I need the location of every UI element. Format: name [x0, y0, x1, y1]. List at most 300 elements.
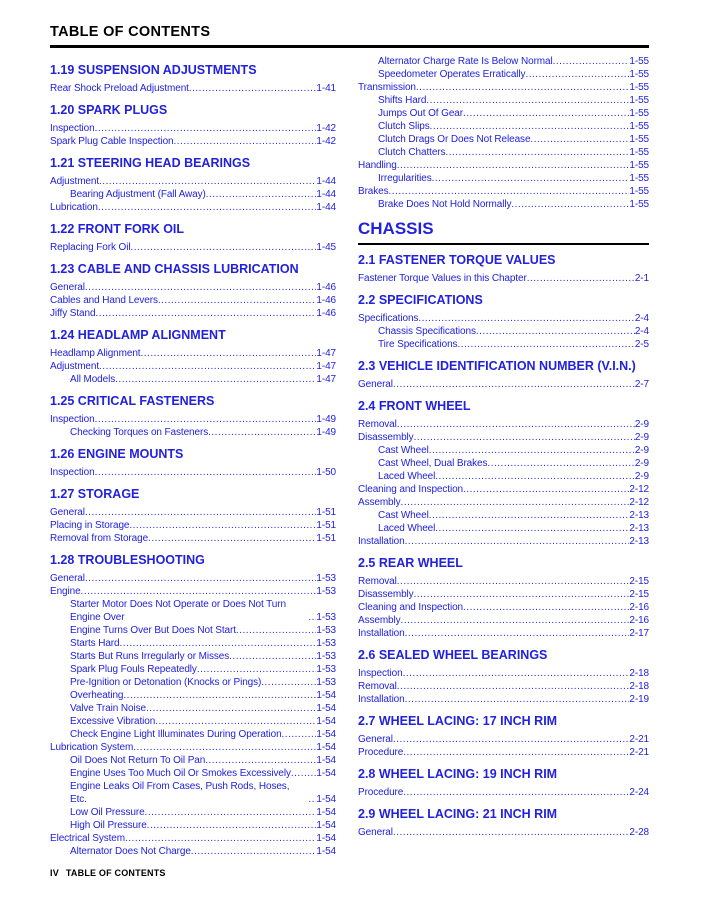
toc-entry-page: 1-53: [316, 638, 336, 649]
toc-entry[interactable]: [358, 826, 649, 839]
dot-leader: [429, 509, 630, 522]
toc-entry[interactable]: [50, 241, 336, 254]
toc-entry-label: Starter Motor Does Not Operate or Does Not Turn Engine Over: [70, 599, 286, 623]
dot-leader: [403, 786, 629, 799]
toc-entry-label: Laced Wheel: [378, 523, 436, 534]
toc-entry-page: 1-54: [316, 755, 336, 766]
section-heading: 2.8 WHEEL LACING: 19 INCH RIM: [358, 767, 558, 781]
toc-entry-page: 1-55: [629, 134, 649, 145]
toc-entry-label: Brake Does Not Hold Normally: [378, 199, 512, 210]
toc-entry[interactable]: [358, 159, 649, 172]
toc-entry-label: Starts But Runs Irregularly or Misses: [70, 651, 230, 662]
toc-entry[interactable]: [50, 819, 336, 832]
toc-entry-page: 2-21: [629, 747, 649, 758]
toc-entry-label: Irregularities: [378, 173, 432, 184]
toc-entry-label: Specifications: [358, 313, 419, 324]
toc-entry-page: 1-55: [629, 147, 649, 158]
section-heading: 2.9 WHEEL LACING: 21 INCH RIM: [358, 807, 558, 821]
dot-leader: [206, 188, 317, 201]
toc-entry[interactable]: [358, 312, 649, 325]
chapter-rule: [358, 243, 649, 245]
section-heading: 2.5 REAR WHEEL: [358, 556, 463, 570]
section-heading: 2.7 WHEEL LACING: 17 INCH RIM: [358, 714, 558, 728]
dot-leader: [119, 637, 316, 650]
toc-entry[interactable]: [50, 413, 336, 426]
toc-entry-label: Jumps Out Of Gear: [378, 108, 463, 119]
toc-entry-page: 1-54: [316, 703, 336, 714]
footer-title: TABLE OF CONTENTS: [65, 868, 166, 878]
toc-entry[interactable]: [358, 133, 649, 146]
toc-entry[interactable]: [50, 715, 336, 728]
dot-leader: [85, 572, 316, 585]
toc-entry-label: Assembly: [358, 615, 401, 626]
toc-entry[interactable]: [50, 689, 336, 702]
dot-leader: [418, 312, 635, 325]
toc-entry-page: 2-13: [629, 523, 649, 534]
dot-leader: [463, 107, 629, 120]
toc-entry-page: 1-44: [316, 189, 336, 200]
toc-entry-page: 1-55: [629, 69, 649, 80]
toc-entry-page: 2-4: [634, 313, 649, 324]
dot-leader: [403, 746, 629, 759]
toc-entry[interactable]: [50, 201, 336, 214]
toc-entry[interactable]: [50, 806, 336, 819]
toc-entry[interactable]: [358, 693, 649, 706]
toc-entry-label: Alternator Does Not Charge: [70, 846, 191, 857]
dot-leader: [445, 146, 629, 159]
toc-entry-page: 2-5: [634, 339, 649, 350]
toc-entry[interactable]: [50, 598, 336, 624]
toc-entry-label: General: [358, 827, 393, 838]
toc-entry-page: 1-53: [316, 625, 336, 636]
dot-leader: [416, 81, 629, 94]
toc-entry[interactable]: [50, 82, 336, 95]
toc-entry-page: 1-47: [316, 374, 336, 385]
toc-entry-label: Procedure: [358, 787, 404, 798]
toc-entry-label: Engine Leaks Oil From Cases, Push Rods, Hoses, Etc.: [70, 781, 290, 805]
toc-entry-label: Transmission: [358, 82, 416, 93]
toc-entry-label: Inspection: [50, 414, 95, 425]
dot-leader: [393, 733, 629, 746]
dot-leader: [457, 338, 634, 351]
dot-leader: [95, 307, 316, 320]
dot-leader: [125, 832, 316, 845]
toc-entry-label: Excessive Vibration: [70, 716, 156, 727]
toc-entry-label: All Models: [70, 374, 116, 385]
dot-leader: [308, 611, 316, 624]
toc-entry-label: Low Oil Pressure: [70, 807, 145, 818]
dot-leader: [405, 627, 630, 640]
toc-entry-page: 1-42: [316, 136, 336, 147]
toc-entry[interactable]: [50, 767, 336, 780]
toc-entry[interactable]: [50, 360, 336, 373]
toc-entry-label: Cables and Hand Levers: [50, 295, 158, 306]
toc-entry-page: 2-12: [629, 484, 649, 495]
toc-entry[interactable]: [50, 281, 336, 294]
dot-leader: [85, 506, 316, 519]
toc-entry-label: Rear Shock Preload Adjustment: [50, 83, 189, 94]
toc-entry-page: 2-13: [629, 510, 649, 521]
dot-leader: [85, 281, 316, 294]
toc-entry[interactable]: [358, 470, 649, 483]
toc-entry-page: 1-53: [316, 664, 336, 675]
toc-entry-page: 1-54: [316, 807, 336, 818]
toc-entry[interactable]: [358, 680, 649, 693]
toc-column-left: [50, 55, 336, 858]
toc-entry-label: Pre-Ignition or Detonation (Knocks or Pings): [70, 677, 262, 688]
toc-entry[interactable]: [358, 496, 649, 509]
dot-leader: [435, 522, 629, 535]
toc-entry-page: 1-55: [629, 82, 649, 93]
dot-leader: [174, 135, 317, 148]
toc-entry[interactable]: [358, 325, 649, 338]
section-heading: 2.2 SPECIFICATIONS: [358, 293, 483, 307]
toc-entry-page: 2-15: [629, 576, 649, 587]
toc-entry[interactable]: [358, 746, 649, 759]
toc-entry[interactable]: [358, 120, 649, 133]
dot-leader: [414, 588, 630, 601]
toc-entry[interactable]: [50, 122, 336, 135]
toc-entry-page: 1-55: [629, 95, 649, 106]
toc-entry-label: Spark Plug Cable Inspection: [50, 136, 174, 147]
toc-entry-page: 1-53: [316, 573, 336, 584]
dot-leader: [95, 466, 317, 479]
dot-leader: [511, 198, 629, 211]
dot-leader: [397, 680, 630, 693]
dot-leader: [405, 535, 630, 548]
toc-entry[interactable]: [50, 728, 336, 741]
toc-entry-label: Chassis Specifications: [378, 326, 476, 337]
toc-entry-page: 1-55: [629, 173, 649, 184]
toc-entry-page: 1-45: [316, 242, 336, 253]
toc-entry-label: Lubrication System: [50, 742, 134, 753]
toc-entry[interactable]: [358, 418, 649, 431]
dot-leader: [397, 418, 635, 431]
toc-entry-label: General: [358, 734, 393, 745]
dot-leader: [147, 819, 317, 832]
toc-entry-label: General: [358, 379, 393, 390]
toc-entry[interactable]: [50, 741, 336, 754]
dot-leader: [208, 426, 316, 439]
chapter-heading: CHASSIS: [358, 219, 434, 238]
toc-entry-page: 2-12: [629, 497, 649, 508]
page-title: TABLE OF CONTENTS: [50, 24, 649, 48]
dot-leader: [197, 663, 317, 676]
toc-entry-label: Fastener Torque Values in this Chapter: [358, 273, 527, 284]
toc-entry-page: 1-55: [629, 56, 649, 67]
dot-leader: [130, 241, 316, 254]
toc-entry-label: Tire Specifications: [378, 339, 458, 350]
toc-entry-label: Removal from Storage: [50, 533, 149, 544]
dot-leader: [525, 68, 629, 81]
toc-entry[interactable]: [50, 624, 336, 637]
toc-entry-page: 1-55: [629, 108, 649, 119]
toc-entry[interactable]: [50, 347, 336, 360]
dot-leader: [403, 667, 630, 680]
toc-entry-page: 2-24: [629, 787, 649, 798]
toc-entry[interactable]: [50, 307, 336, 320]
toc-entry[interactable]: [50, 663, 336, 676]
toc-entry-page: 2-18: [629, 668, 649, 679]
toc-entry-page: 1-50: [316, 467, 336, 478]
toc-entry[interactable]: [358, 185, 649, 198]
dot-leader: [393, 826, 629, 839]
toc-entry-page: 2-21: [629, 734, 649, 745]
dot-leader: [99, 175, 316, 188]
toc-entry-label: Procedure: [358, 747, 404, 758]
toc-entry[interactable]: [50, 845, 336, 858]
dot-leader: [393, 378, 635, 391]
toc-entry-label: Brakes: [358, 186, 389, 197]
toc-entry-label: Clutch Drags Or Does Not Release: [378, 134, 531, 145]
toc-entry-page: 1-54: [316, 729, 336, 740]
toc-entry-label: Starts Hard: [70, 638, 120, 649]
toc-entry-label: Clutch Chatters: [378, 147, 446, 158]
dot-leader: [291, 767, 317, 780]
section-heading: 1.21 STEERING HEAD BEARINGS: [50, 156, 251, 170]
dot-leader: [432, 172, 630, 185]
toc-entry-label: Inspection: [50, 467, 95, 478]
toc-entry[interactable]: [50, 373, 336, 386]
toc-entry[interactable]: [50, 466, 336, 479]
toc-entry[interactable]: [50, 519, 336, 532]
toc-entry[interactable]: [50, 135, 336, 148]
toc-entry-label: Bearing Adjustment (Fall Away): [70, 189, 206, 200]
toc-entry[interactable]: [50, 188, 336, 201]
toc-entry-label: Cleaning and Inspection: [358, 602, 464, 613]
dot-leader: [435, 470, 635, 483]
dot-leader: [158, 294, 317, 307]
toc-entry-page: 1-44: [316, 176, 336, 187]
toc-entry-page: 1-46: [316, 295, 336, 306]
toc-entry-page: 1-55: [629, 121, 649, 132]
toc-entry-page: 1-47: [316, 361, 336, 372]
toc-entry[interactable]: [358, 627, 649, 640]
dot-leader: [98, 201, 317, 214]
toc-entry[interactable]: [50, 572, 336, 585]
toc-entry-label: Handling: [358, 160, 397, 171]
toc-entry[interactable]: [50, 532, 336, 545]
dot-leader: [191, 845, 317, 858]
toc-entry[interactable]: [50, 506, 336, 519]
section-heading: 1.23 CABLE AND CHASSIS LUBRICATION: [50, 262, 299, 276]
toc-entry-label: Alternator Charge Rate Is Below Normal: [378, 56, 553, 67]
toc-entry-label: Placing in Storage: [50, 520, 130, 531]
toc-entry-label: Engine Uses Too Much Oil Or Smokes Excessively: [70, 768, 291, 779]
toc-entry[interactable]: [50, 294, 336, 307]
section-heading: 2.1 FASTENER TORQUE VALUES: [358, 253, 556, 267]
toc-entry-label: Removal: [358, 576, 397, 587]
toc-entry-page: 1-54: [316, 716, 336, 727]
section-heading: 1.25 CRITICAL FASTENERS: [50, 394, 215, 408]
dot-leader: [95, 413, 317, 426]
toc-entry[interactable]: [358, 535, 649, 548]
toc-entry[interactable]: [50, 650, 336, 663]
dot-leader: [148, 532, 316, 545]
dot-leader: [430, 120, 630, 133]
dot-leader: [155, 715, 316, 728]
toc-entry[interactable]: [50, 426, 336, 439]
toc-entry[interactable]: [358, 198, 649, 211]
toc-entry-page: 1-55: [629, 199, 649, 210]
toc-entry-label: Laced Wheel: [378, 471, 436, 482]
dot-leader: [205, 754, 316, 767]
dot-leader: [189, 82, 317, 95]
toc-entry[interactable]: [358, 601, 649, 614]
dot-leader: [527, 272, 635, 285]
toc-entry-page: 1-54: [316, 833, 336, 844]
toc-entry-label: Clutch Slips: [378, 121, 430, 132]
toc-entry-page: 1-47: [316, 348, 336, 359]
toc-entry-label: Engine Turns Over But Does Not Start: [70, 625, 236, 636]
toc-entry-page: 1-49: [316, 414, 336, 425]
toc-entry[interactable]: [50, 832, 336, 845]
toc-entry[interactable]: [358, 483, 649, 496]
toc-entry-label: Checking Torques on Fasteners: [70, 427, 209, 438]
toc-entry[interactable]: [358, 522, 649, 535]
toc-entry[interactable]: [50, 676, 336, 689]
toc-entry[interactable]: [50, 637, 336, 650]
toc-entry-label: Adjustment: [50, 361, 100, 372]
dot-leader: [553, 55, 630, 68]
toc-entry[interactable]: [358, 575, 649, 588]
dot-leader: [463, 483, 629, 496]
toc-entry-page: 2-4: [634, 326, 649, 337]
dot-leader: [81, 585, 317, 598]
toc-entry-label: Check Engine Light Illuminates During Operation: [70, 729, 282, 740]
toc-entry-page: 2-9: [634, 458, 649, 469]
toc-entry[interactable]: [358, 146, 649, 159]
toc-entry-page: 2-9: [634, 419, 649, 430]
toc-entry-page: 1-51: [316, 533, 336, 544]
dot-leader: [115, 373, 316, 386]
toc-entry-page: 1-44: [316, 202, 336, 213]
dot-leader: [95, 122, 317, 135]
section-heading: 2.6 SEALED WHEEL BEARINGS: [358, 648, 548, 662]
toc-entry[interactable]: [358, 172, 649, 185]
toc-entry[interactable]: [358, 509, 649, 522]
toc-entry-page: 1-51: [316, 520, 336, 531]
toc-entry[interactable]: [50, 175, 336, 188]
toc-entry-label: General: [50, 573, 85, 584]
toc-entry-page: 1-53: [316, 586, 336, 597]
section-heading: 1.26 ENGINE MOUNTS: [50, 447, 184, 461]
toc-entry-page: 1-53: [316, 677, 336, 688]
section-heading: 1.20 SPARK PLUGS: [50, 103, 168, 117]
toc-entry[interactable]: [358, 55, 649, 68]
dot-leader: [429, 444, 635, 457]
toc-entry[interactable]: [358, 107, 649, 120]
toc-entry-page: 1-54: [316, 794, 336, 805]
toc-entry-label: Cleaning and Inspection: [358, 484, 464, 495]
toc-entry-page: 1-55: [629, 186, 649, 197]
toc-entry-page: 2-16: [629, 615, 649, 626]
dot-leader: [236, 624, 316, 637]
toc-entry-page: 2-9: [634, 445, 649, 456]
toc-entry[interactable]: [358, 272, 649, 285]
toc-entry-page: 2-15: [629, 589, 649, 600]
dot-leader: [146, 702, 316, 715]
toc-entry-page: 1-54: [316, 820, 336, 831]
dot-leader: [397, 159, 630, 172]
toc-entry-page: 1-41: [316, 83, 336, 94]
dot-leader: [414, 431, 635, 444]
dot-leader: [487, 457, 634, 470]
dot-leader: [229, 650, 316, 663]
toc-entry[interactable]: [50, 702, 336, 715]
toc-entry[interactable]: [50, 754, 336, 767]
toc-entry-label: Overheating: [70, 690, 124, 701]
toc-entry[interactable]: [358, 614, 649, 627]
toc-entry-page: 2-18: [629, 681, 649, 692]
toc-entry-page: 2-28: [629, 827, 649, 838]
dot-leader: [261, 676, 316, 689]
toc-entry-label: Disassembly: [358, 589, 414, 600]
toc-entry-page: 2-17: [629, 628, 649, 639]
toc-entry-page: 1-49: [316, 427, 336, 438]
toc-entry[interactable]: [50, 585, 336, 598]
dot-leader: [401, 614, 630, 627]
toc-entry-page: 1-46: [316, 282, 336, 293]
toc-entry[interactable]: [358, 431, 649, 444]
dot-leader: [308, 793, 316, 806]
dot-leader: [123, 689, 316, 702]
toc-entry-label: Lubrication: [50, 202, 98, 213]
dot-leader: [426, 94, 629, 107]
toc-entry[interactable]: [358, 786, 649, 799]
dot-leader: [530, 133, 629, 146]
toc-entry-page: 2-9: [634, 471, 649, 482]
toc-entry-label: Disassembly: [358, 432, 414, 443]
dot-leader: [463, 601, 629, 614]
toc-entry-label: Cast Wheel, Dual Brakes: [378, 458, 488, 469]
toc-entry-page: 1-51: [316, 507, 336, 518]
toc-entry-page: 2-19: [629, 694, 649, 705]
toc-entry[interactable]: [358, 733, 649, 746]
toc-entry-label: Valve Train Noise: [70, 703, 146, 714]
toc-entry-label: General: [50, 282, 85, 293]
section-heading: 2.4 FRONT WHEEL: [358, 399, 471, 413]
toc-entry-label: Installation: [358, 694, 405, 705]
dot-leader: [476, 325, 635, 338]
section-heading: 1.28 TROUBLESHOOTING: [50, 553, 205, 567]
toc-entry[interactable]: [358, 378, 649, 391]
toc-entry-label: Headlamp Alignment: [50, 348, 141, 359]
toc-entry-label: General: [50, 507, 85, 518]
toc-entry-page: 1-55: [629, 160, 649, 171]
toc-entry[interactable]: [358, 457, 649, 470]
toc-entry[interactable]: [358, 444, 649, 457]
toc-entry-label: Adjustment: [50, 176, 100, 187]
toc-entry[interactable]: [358, 588, 649, 601]
toc-entry[interactable]: [358, 667, 649, 680]
toc-entry-page: 1-54: [316, 768, 336, 779]
toc-entry-label: Jiffy Stand: [50, 308, 96, 319]
toc-entry-page: 1-46: [316, 308, 336, 319]
toc-entry[interactable]: [358, 68, 649, 81]
toc-entry-label: Inspection: [50, 123, 95, 134]
toc-entry-page: 2-16: [629, 602, 649, 613]
toc-entry[interactable]: [50, 780, 336, 806]
toc-entry-label: Spark Plug Fouls Repeatedly: [70, 664, 197, 675]
toc-entry[interactable]: [358, 338, 649, 351]
toc-entry-label: Cast Wheel: [378, 445, 429, 456]
toc-entry-label: Installation: [358, 536, 405, 547]
toc-entry[interactable]: [358, 81, 649, 94]
section-heading: 2.3 VEHICLE IDENTIFICATION NUMBER (V.I.N.): [358, 359, 636, 373]
toc-entry-label: Speedometer Operates Erratically: [378, 69, 526, 80]
toc-entry[interactable]: [358, 94, 649, 107]
